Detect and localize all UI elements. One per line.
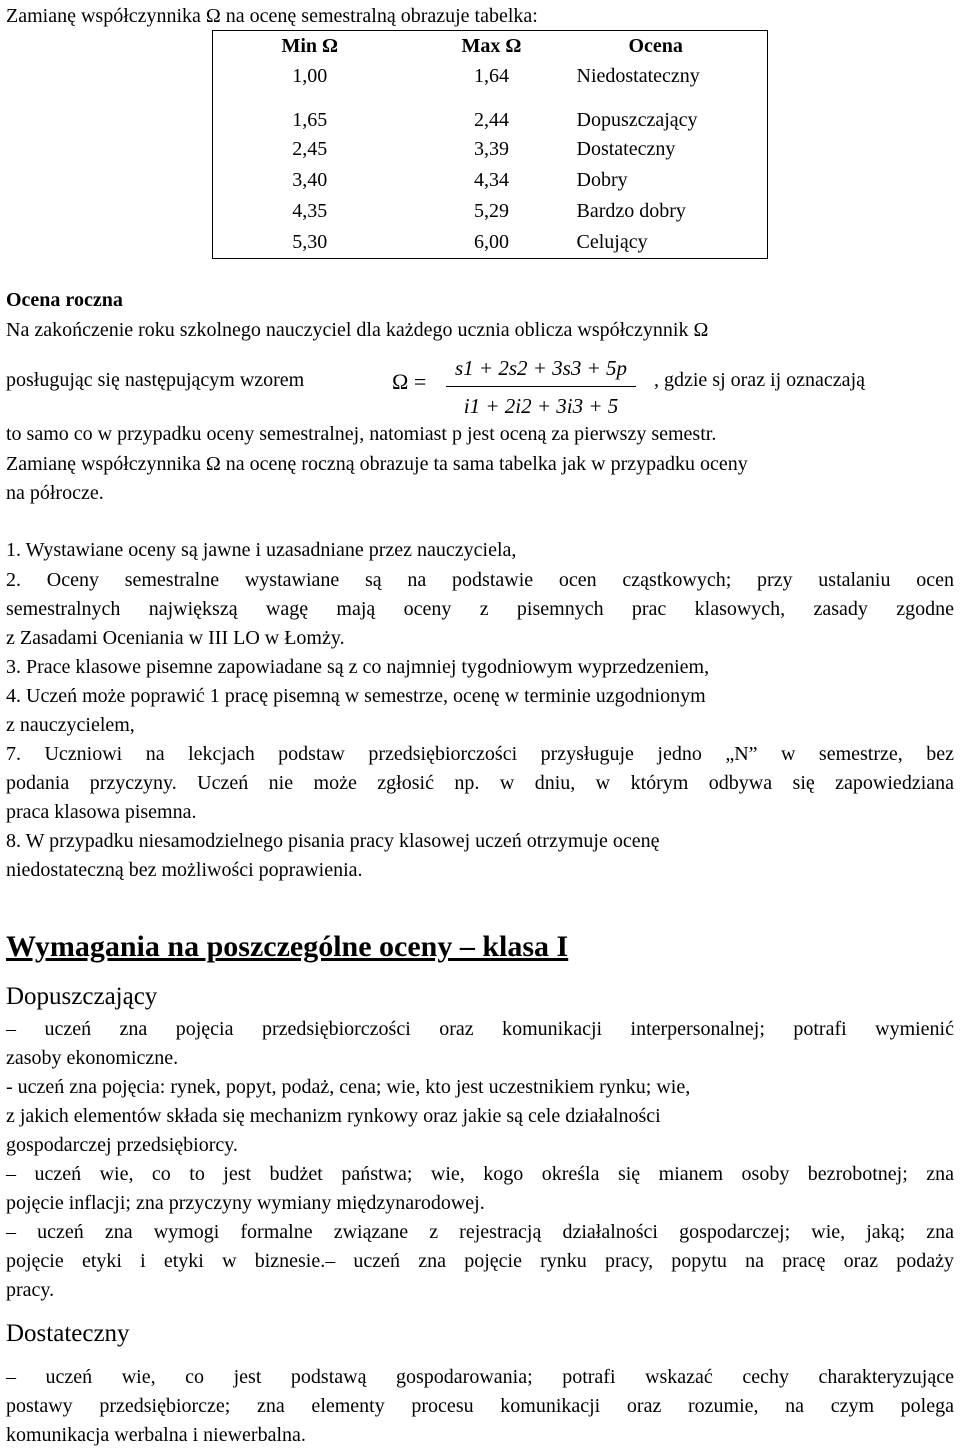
table-header-row [213, 31, 768, 62]
cell-max: 1,64 [474, 65, 509, 87]
cell-grade: Celujący [576, 231, 648, 253]
annual-line-1: Na zakończenie roku szkolnego nauczyciel dla każdego ucznia oblicza współczynnik Ω [6, 319, 709, 341]
requirement-line: z jakich elementów składa się mechanizm rynkowy oraz jakie są cele działalności [6, 1105, 661, 1127]
requirement-line: pracy. [6, 1279, 55, 1301]
table-row [213, 227, 768, 259]
cell-grade: Dobry [576, 169, 628, 191]
header-max: Max Ω [461, 34, 522, 57]
cell-grade: Dostateczny [576, 138, 676, 160]
rule-line: 1. Wystawiane oceny są jawne i uzasadniane przez nauczyciela, [6, 539, 517, 561]
cell-min: 1,00 [292, 65, 328, 87]
intro-text: Zamianę współczynnika Ω na ocenę semestralną obrazuje tabelka: [6, 5, 538, 27]
cell-grade: Niedostateczny [576, 65, 700, 87]
cell-grade: Bardzo dobry [576, 200, 686, 222]
rule-line: niedostateczną bez możliwości poprawienia. [6, 859, 363, 881]
rule-line: praca klasowa pisemna. [6, 801, 197, 823]
requirement-line: zasoby ekonomiczne. [6, 1047, 179, 1069]
rule-line: 2. Oceny semestralne wystawiane są na podstawie ocen cząstkowych; przy ustalaniu ocen [6, 569, 954, 591]
rule-line: semestralnych największą wagę mają oceny z pisemnych prac klasowych, zasady zgodne [6, 598, 954, 620]
annual-heading: Ocena roczna [6, 289, 123, 311]
cell-min: 5,30 [292, 231, 328, 253]
cell-min: 2,45 [292, 138, 328, 160]
heading-dostateczny: Dostateczny [6, 1320, 130, 1347]
grade-table [212, 30, 768, 259]
formula-omega: Ω = [392, 369, 427, 394]
requirement-line: pojęcie etyki i etyki w biznesie.– uczeń zna pojęcie rynku pracy, popytu na pracę oraz podaży [6, 1250, 954, 1272]
formula-rest: , gdzie sj oraz ij oznaczają [654, 369, 865, 391]
formula-numerator: s1 + 2s2 + 3s3 + 5p [454, 356, 628, 380]
cell-min: 1,65 [292, 109, 328, 131]
formula-lead: posługując się następującym wzorem [6, 369, 305, 391]
cell-max: 2,44 [474, 109, 509, 131]
requirement-line: komunikacja werbalna i niewerbalna. [6, 1424, 306, 1446]
rule-line: 8. W przypadku niesamodzielnego pisania pracy klasowej uczeń otrzymuje ocenę [6, 830, 660, 852]
rule-line: z nauczycielem, [6, 714, 135, 736]
table-row [213, 92, 768, 134]
rule-line: z Zasadami Oceniania w III LO w Łomży. [6, 627, 345, 649]
formula-row [6, 354, 954, 426]
requirement-line: pojęcie inflacji; zna przyczyny wymiany międzynarodowej. [6, 1192, 485, 1214]
cell-max: 5,29 [474, 200, 509, 222]
table-row [213, 165, 768, 196]
rule-line: podania przyczyny. Uczeń nie może zgłosić np. w dniu, w którym odbywa się zapowiedziana [6, 772, 954, 794]
fraction-bar [446, 386, 636, 387]
annual-line-5: na półrocze. [6, 482, 104, 504]
requirement-line: – uczeń zna pojęcia przedsiębiorczości oraz komunikacji interpersonalnej; potrafi wymienić [6, 1018, 954, 1040]
requirement-line: – uczeń zna wymogi formalne związane z rejestracją działalności gospodarczej; wie, jaką; zna [6, 1221, 954, 1243]
formula-denominator: i1 + 2i2 + 3i3 + 5 [463, 394, 619, 418]
annual-line-3: to samo co w przypadku oceny semestralnej, natomiast p jest oceną za pierwszy semestr. [6, 423, 717, 445]
requirement-line: gospodarczej przedsiębiorcy. [6, 1134, 238, 1156]
cell-max: 6,00 [474, 231, 509, 253]
cell-min: 4,35 [292, 200, 328, 222]
table-row [213, 196, 768, 227]
rule-line: 7. Uczniowi na lekcjach podstaw przedsiębiorczości przysługuje jedno „N” w semestrze, bez [6, 743, 954, 765]
requirements-title: Wymagania na poszczególne oceny – klasa I [6, 930, 569, 963]
rule-line: 3. Prace klasowe pisemne zapowiadane są z co najmniej tygodniowym wyprzedzeniem, [6, 656, 710, 678]
cell-max: 4,34 [474, 169, 509, 191]
requirement-line: - uczeń zna pojęcia: rynek, popyt, podaż, cena; wie, kto jest uczestnikiem rynku; wie, [6, 1076, 691, 1098]
cell-min: 3,40 [292, 169, 328, 191]
cell-grade: Dopuszczający [576, 109, 698, 131]
header-grade: Ocena [628, 34, 683, 57]
requirement-line: – uczeń wie, co to jest budżet państwa; wie, kogo określa się mianem osoby bezrobotnej; zna [6, 1163, 954, 1185]
table-row [213, 134, 768, 165]
heading-dopuszczajacy: Dopuszczający [6, 983, 158, 1010]
requirement-line: – uczeń wie, co jest podstawą gospodarowania; potrafi wskazać cechy charakteryzujące [6, 1366, 954, 1388]
header-min: Min Ω [281, 34, 339, 57]
rule-line: 4. Uczeń może poprawić 1 pracę pisemną w semestrze, ocenę w terminie uzgodnionym [6, 685, 706, 707]
table-row [213, 61, 768, 92]
annual-line-4: Zamianę współczynnika Ω na ocenę roczną obrazuje ta sama tabelka jak w przypadku oceny [6, 453, 748, 475]
cell-max: 3,39 [474, 138, 509, 160]
requirement-line: postawy przedsiębiorcze; zna elementy procesu komunikacji oraz rozumie, na czym polega [6, 1395, 954, 1417]
